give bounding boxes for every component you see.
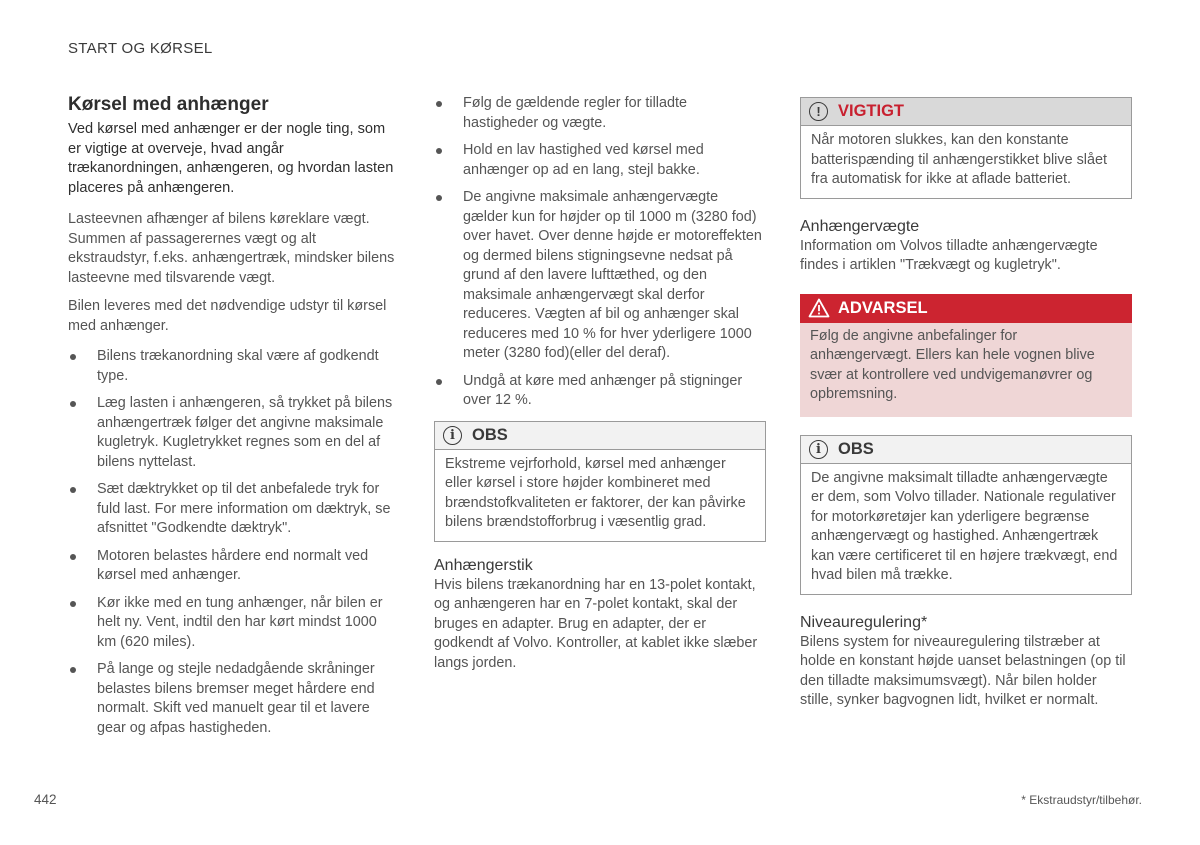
list-item: Undgå at køre med anhænger på stigninger over 12 %. bbox=[434, 372, 766, 411]
column-2 bbox=[434, 94, 766, 682]
bullet-list-2 bbox=[434, 94, 766, 411]
important-box-header bbox=[801, 98, 1131, 126]
exclamation-circle-icon: ! bbox=[809, 102, 828, 121]
warning-triangle-icon bbox=[808, 298, 830, 318]
page-number: 442 bbox=[34, 792, 57, 807]
page-title: Kørsel med anhænger bbox=[68, 94, 269, 115]
obs-text: De angivne maksimalt tilladte anhængervægte er dem, som Volvo tillader. Nationale regulativer for motorkøretøjer kan yderligere begrænse anhængervægt og hastighed. Anhængertræk kan være certificeret til en højere trækvægt, end hvad bilen må trække. bbox=[811, 469, 1118, 583]
list-item: Bilens trækanordning skal være af godkendt type. bbox=[68, 347, 398, 386]
warning-text: Følg de angivne anbefalinger for anhængervægt. Ellers kan hele vognen blive svær at kontrollere ved undvigemanøvrer og opbremsning. bbox=[810, 327, 1095, 402]
info-circle-icon: i bbox=[809, 440, 828, 459]
list-item: Følg de gældende regler for tilladte hastigheder og vægte. bbox=[434, 94, 766, 133]
paragraph-trailer-weights: Information om Volvos tilladte anhængervægte findes i artiklen "Trækvægt og kugletryk". bbox=[800, 237, 1098, 273]
bullet-list-1 bbox=[68, 347, 398, 738]
list-item: Hold en lav hastighed ved kørsel med anhænger op ad en lang, stejl bakke. bbox=[434, 141, 766, 180]
paragraph-level-control: Bilens system for niveauregulering tilstræber at holde en konstant højde uanset belastningen (op til den tilladte maksimumsvægt). Når bilen holder stille, synker bagvognen lidt, hvilket er normalt. bbox=[800, 633, 1126, 708]
list-item: Læg lasten i anhængeren, så trykket på bilens anhængertræk følger det angivne maksimale kugletryk. Kugletrykket regnes som en del af bilens nyttelast. bbox=[68, 394, 398, 472]
warning-box-header bbox=[800, 294, 1132, 323]
important-box bbox=[800, 97, 1132, 199]
warning-box bbox=[800, 294, 1132, 417]
important-title: VIGTIGT bbox=[838, 102, 904, 120]
section-header: START OG KØRSEL bbox=[68, 40, 213, 57]
heading-trailer-weights: Anhængervægte bbox=[800, 217, 920, 235]
bullet-icon bbox=[70, 601, 76, 607]
bullet-icon bbox=[436, 148, 442, 154]
bullet-icon bbox=[70, 667, 76, 673]
paragraph-trailer-socket: Hvis bilens trækanordning har en 13-polet kontakt, og anhængeren har en 7-polet kontakt, skal der bruges en adapter. Brug en adapter, der er godkendt af Volvo. Kontroller, at kablet ikke slæber langs jorden. bbox=[434, 576, 758, 671]
obs-box-limits bbox=[800, 435, 1132, 595]
warning-title: ADVARSEL bbox=[838, 298, 928, 317]
footnote: * Ekstraudstyr/tilbehør. bbox=[1021, 793, 1142, 807]
bullet-icon bbox=[70, 487, 76, 493]
info-circle-icon: i bbox=[443, 426, 462, 445]
list-item: På lange og stejle nedadgående skråninger belastes bilens bremser meget hårdere end normalt. Skift ved manuelt gear til et lavere gear og afpas hastigheden. bbox=[68, 660, 398, 738]
list-item: Sæt dæktrykket op til det anbefalede tryk for fuld last. For mere information om dæktryk, se afsnittet "Godkendte dæktryk". bbox=[68, 480, 398, 539]
bullet-icon bbox=[436, 195, 442, 201]
obs-title: OBS bbox=[838, 439, 874, 458]
bullet-icon bbox=[70, 554, 76, 560]
bullet-icon bbox=[70, 354, 76, 360]
heading-trailer-socket: Anhængerstik bbox=[434, 556, 533, 574]
column-3 bbox=[800, 94, 1132, 720]
obs-box-header bbox=[801, 436, 1131, 464]
bullet-icon bbox=[436, 101, 442, 107]
paragraph-load-capacity: Lasteevnen afhænger af bilens køreklare vægt. Summen af passagerernes vægt og alt ekstraudstyr, f.eks. anhængertræk, mindsker bilens lasteevne med tilsvarende vægt. bbox=[68, 211, 395, 286]
obs-box-header bbox=[435, 422, 765, 450]
obs-title: OBS bbox=[472, 425, 508, 444]
bullet-icon bbox=[70, 401, 76, 407]
important-text: Når motoren slukkes, kan den konstante batterispænding til anhængerstikket blive slået fra automatisk for ikke at aflade batteriet. bbox=[811, 132, 1107, 187]
lead-paragraph: Ved kørsel med anhænger er der nogle ting, som er vigtige at overveje, hvad angår trækanordningen, anhængeren, og hvordan lasten placeres på anhængeren. bbox=[68, 121, 394, 196]
obs-text: Ekstreme vejrforhold, kørsel med anhænger eller kørsel i store højder kombineret med brændstofkvaliteten er faktorer, der kan påvirke bilens brændstofforbrug i væsentlig grad. bbox=[445, 455, 746, 530]
list-item: Kør ikke med en tung anhænger, når bilen er helt ny. Vent, indtil den har kørt mindst 1000 km (620 miles). bbox=[68, 594, 398, 653]
heading-level-control: Niveauregulering* bbox=[800, 613, 928, 631]
paragraph-equipment: Bilen leveres med det nødvendige udstyr til kørsel med anhænger. bbox=[68, 298, 387, 334]
obs-box-weather bbox=[434, 421, 766, 542]
bullet-icon bbox=[436, 379, 442, 385]
list-item: De angivne maksimale anhængervægte gælder kun for højder op til 1000 m (3280 fod) over havet. Over denne højde er motoreffekten og dermed bilens stigningsevne nedsat på grund af den lavere lufttæthed, og den maksimale anhængervægt skal derfor reduceres. Vægten af bil og anhænger skal reduceres med 10 % for hver yderligere 1000 meter (3280 fod)(eller del deraf). bbox=[434, 188, 766, 364]
column-1 bbox=[68, 94, 398, 746]
list-item: Motoren belastes hårdere end normalt ved kørsel med anhænger. bbox=[68, 547, 398, 586]
